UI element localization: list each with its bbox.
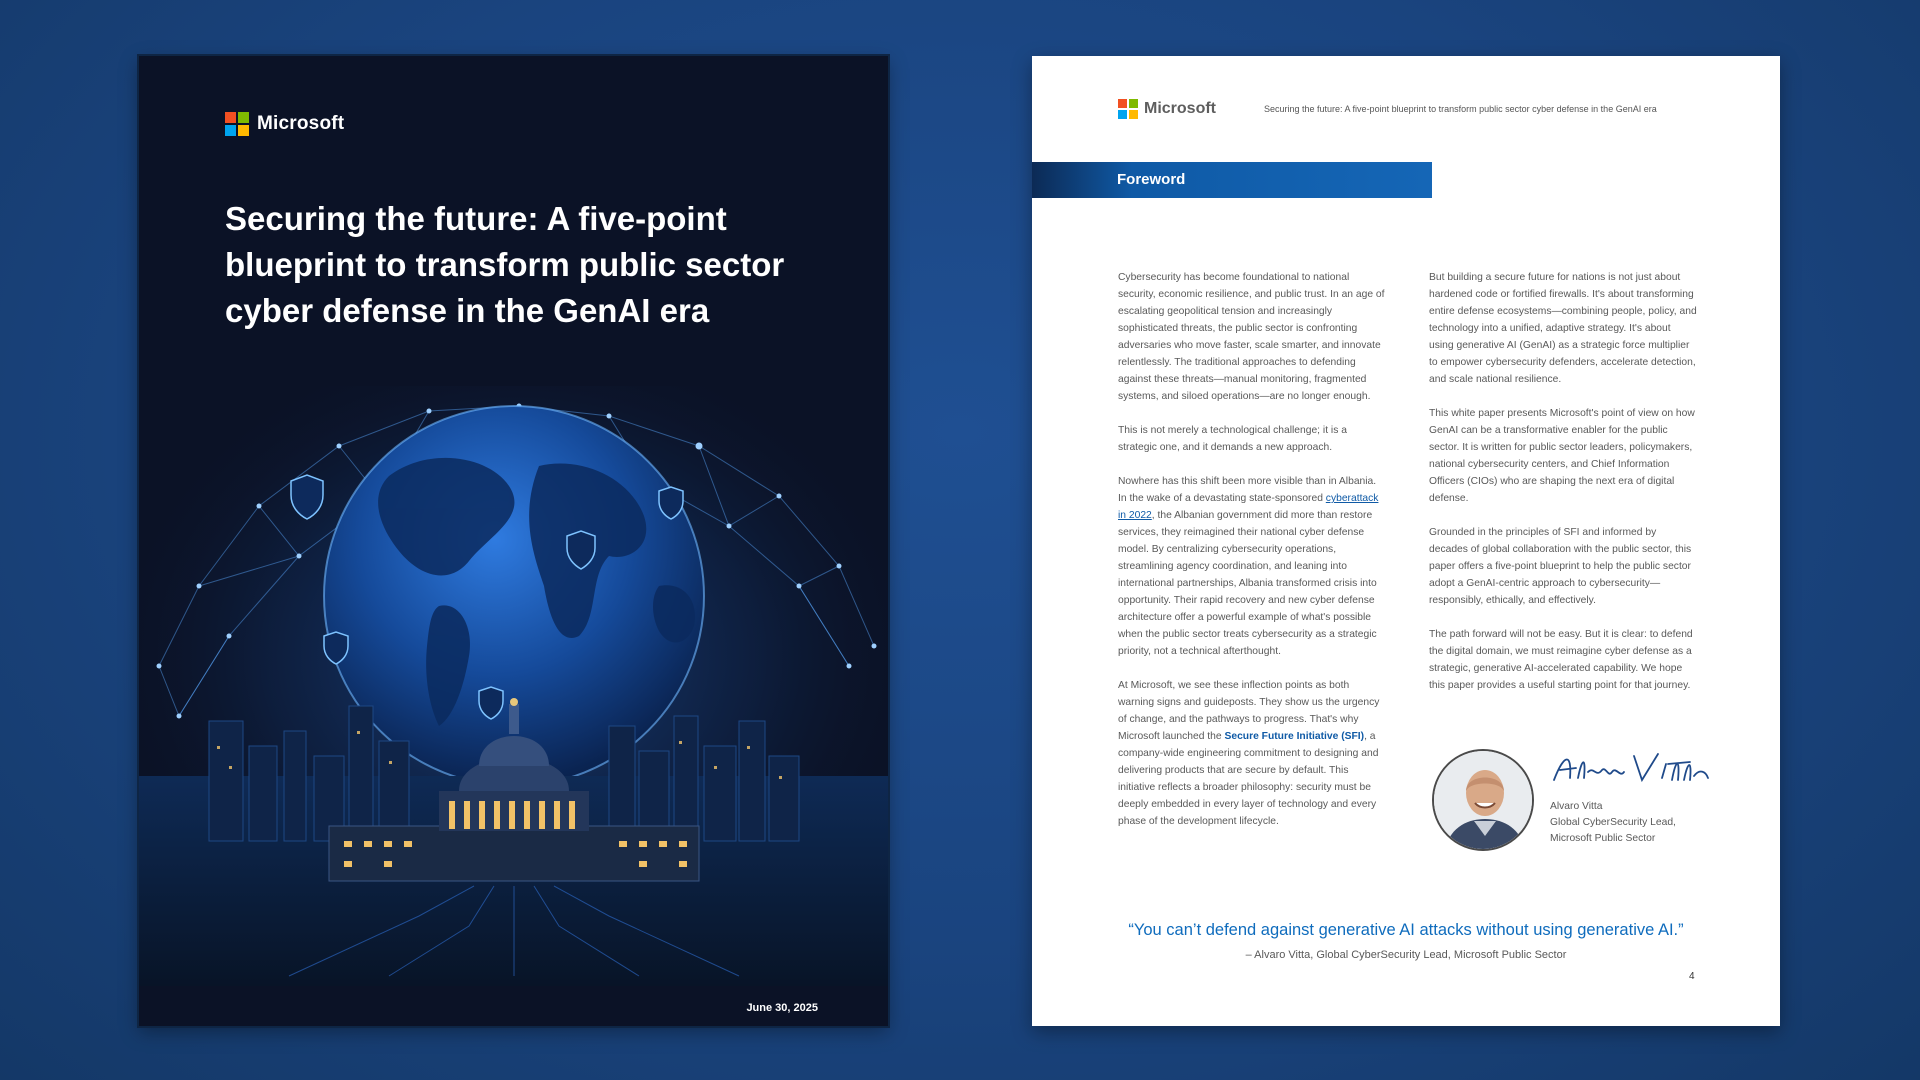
paragraph: This is not merely a technological challenge; it is a strategic one, and it demands a new approach. — [1118, 425, 1347, 453]
section-title: Foreword — [1117, 171, 1186, 188]
author-title-line-2: Microsoft Public Sector — [1550, 833, 1656, 844]
page-microsoft-logo — [1118, 99, 1216, 119]
paragraph: Grounded in the principles of SFI and informed by decades of global collaboration with the public sector, this paper offers a five-point blueprint to help the public sector adopt a GenAI-centric approach to cybersecurity—responsibly, ethically, and effectively. — [1429, 527, 1692, 606]
paragraph-text: Nowhere has this shift been more visible than in Albania. In the wake of a devastating state-sponsored — [1118, 476, 1377, 504]
paragraph: But building a secure future for nations is not just about hardened code or fortified firewalls. It's about transforming entire defense ecosystems—combining people, policy, and technology into a unified, adaptive strategy. It's about using generative AI (GenAI) as a strategic force multiplier to empower cybersecurity defenders, accelerate detection, and scale national resilience. — [1429, 272, 1697, 385]
paragraph — [1118, 677, 1386, 830]
author-avatar — [1432, 749, 1534, 851]
paragraph-text: At Microsoft, we see these inflection points as both warning signs and guideposts. They show us the urgency of change, and the pathways to progress. That's why Microsoft launched the — [1118, 680, 1380, 742]
page-logo-text: Microsoft — [1144, 100, 1216, 117]
cover-logo-text: Microsoft — [257, 113, 345, 134]
section-title-band — [1032, 162, 1432, 198]
paragraph-text: , the Albanian government did more than restore services, they reimagined their national cyber defense model. By centralizing cybersecurity operations, streamlining agency coordination, and leaning into international partnerships, Albania transformed crisis into opportunity. Their rapid recovery and new cyber defense architecture offer a powerful example of what's possible when the public sector treats cybersecurity as a strategic priority, not a technical afterthought. — [1118, 510, 1377, 657]
microsoft-logo-icon — [1118, 99, 1138, 119]
right-column — [1429, 269, 1697, 711]
author-title-line-1: Global CyberSecurity Lead, — [1550, 817, 1676, 828]
author-name: Alvaro Vitta — [1550, 801, 1603, 812]
page-number: 4 — [1689, 971, 1695, 982]
running-header: Securing the future: A five-point blueprint to transform public sector cyber defense in the GenAI era — [1264, 104, 1657, 114]
cover-artwork — [139, 386, 888, 986]
sfi-link[interactable]: Secure Future Initiative (SFI) — [1224, 731, 1365, 742]
quote-attribution: – Alvaro Vitta, Global CyberSecurity Lead, Microsoft Public Sector — [1245, 949, 1567, 961]
pull-quote: “You can’t defend against generative AI attacks without using generative AI.” — [1128, 921, 1684, 939]
paragraph: The path forward will not be easy. But it is clear: to defend the digital domain, we must reimagine cyber defense as a strategic, generative AI-accelerated capability. We hope this paper provides a useful starting point for that journey. — [1429, 629, 1693, 691]
cover-title — [225, 196, 825, 334]
cover-page — [139, 56, 888, 1026]
cover-title-line-1: Securing the future: A five-point — [225, 200, 727, 237]
paragraph: This white paper presents Microsoft's point of view on how GenAI can be a transformative enabler for the public sector. It is written for public sector leaders, policymakers, national cybersecurity centers, and Chief Information Officers (CIOs) who are shaping the next era of digital defense. — [1429, 408, 1695, 504]
cover-microsoft-logo — [225, 112, 344, 136]
cover-date: June 30, 2025 — [746, 1002, 818, 1014]
microsoft-logo-icon — [225, 112, 249, 136]
cyberattack-link[interactable]: cyberattack in 2022 — [1118, 493, 1379, 521]
paragraph-text: , a company-wide engineering commitment to designing and delivering products that are secure by default. This initiative reflects a broader philosophy: security must be deeply embedded in every layer of technology and every phase of the development lifecycle. — [1118, 731, 1379, 827]
signature-icon — [1550, 748, 1710, 788]
foreword-page — [1032, 56, 1780, 1026]
paragraph: Cybersecurity has become foundational to national security, economic resilience, and public trust. In an age of escalating geopolitical tension and increasingly sophisticated threats, the public sector is confronting adversaries who move faster, scale smarter, and innovate relentlessly. The traditional approaches to defending against these threats—manual monitoring, fragmented systems, and siloed operations—are no longer enough. — [1118, 272, 1385, 402]
cover-title-line-2: blueprint to transform public sector — [225, 246, 785, 283]
paragraph — [1118, 473, 1386, 660]
cover-title-line-3: cyber defense in the GenAI era — [225, 292, 710, 329]
left-column — [1118, 269, 1386, 847]
